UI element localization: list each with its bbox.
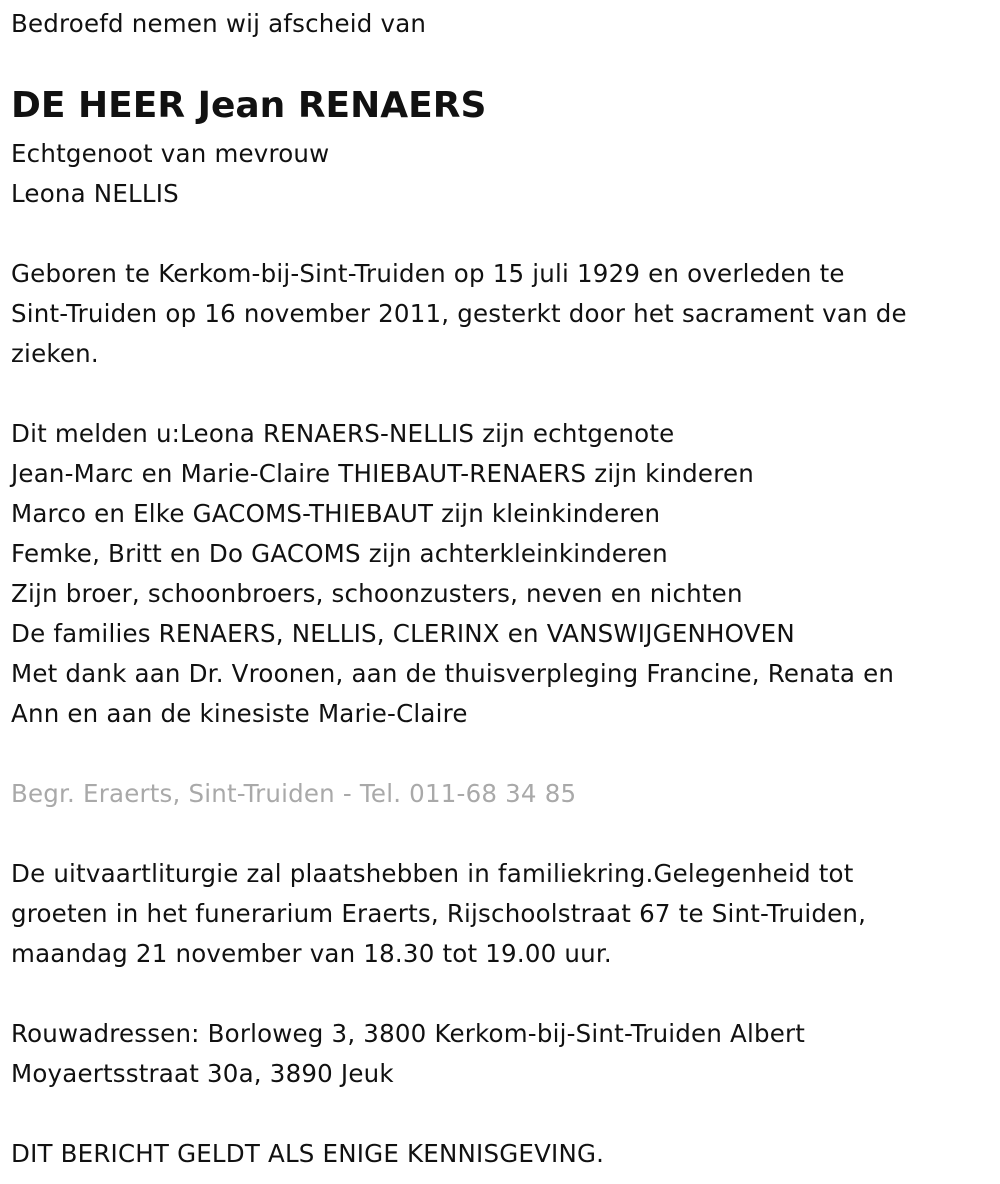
spouse-line: Echtgenoot van mevrouw [11,139,330,168]
birth-death-line: Sint-Truiden op 16 november 2011, gesterkt door het sacrament van de [11,299,907,328]
ceremony-line: De uitvaartliturgie zal plaatshebben in familiekring.Gelegenheid tot [11,859,854,888]
address-line: Moyaertsstraat 30a, 3890 Jeuk [11,1059,394,1088]
ceremony-line: groeten in het funerarium Eraerts, Rijschoolstraat 67 te Sint-Truiden, [11,899,867,928]
family-line: Ann en aan de kinesiste Marie-Claire [11,699,468,728]
deceased-name: DE HEER Jean RENAERS [11,85,487,126]
family-line: Met dank aan Dr. Vroonen, aan de thuisverpleging Francine, Renata en [11,659,895,688]
spouse-line: Leona NELLIS [11,179,179,208]
ceremony-line: maandag 21 november van 18.30 tot 19.00 uur. [11,939,612,968]
closing-statement: DIT BERICHT GELDT ALS ENIGE KENNISGEVING. [11,1139,605,1168]
family-line: Dit melden u:Leona RENAERS-NELLIS zijn echtgenote [11,419,675,448]
funeral-home-contact: Begr. Eraerts, Sint-Truiden - Tel. 011-68 34 85 [11,779,577,808]
birth-death-line: Geboren te Kerkom-bij-Sint-Truiden op 15 juli 1929 en overleden te [11,259,845,288]
family-line: Jean-Marc en Marie-Claire THIEBAUT-RENAERS zijn kinderen [11,459,754,488]
family-line: De families RENAERS, NELLIS, CLERINX en VANSWIJGENHOVEN [11,619,795,648]
family-line: Marco en Elke GACOMS-THIEBAUT zijn kleinkinderen [11,499,661,528]
address-line: Rouwadressen: Borloweg 3, 3800 Kerkom-bij-Sint-Truiden Albert [11,1019,806,1048]
intro-text: Bedroefd nemen wij afscheid van [11,9,427,38]
birth-death-line: zieken. [11,339,99,368]
family-line: Femke, Britt en Do GACOMS zijn achterkleinkinderen [11,539,668,568]
family-line: Zijn broer, schoonbroers, schoonzusters, neven en nichten [11,579,743,608]
